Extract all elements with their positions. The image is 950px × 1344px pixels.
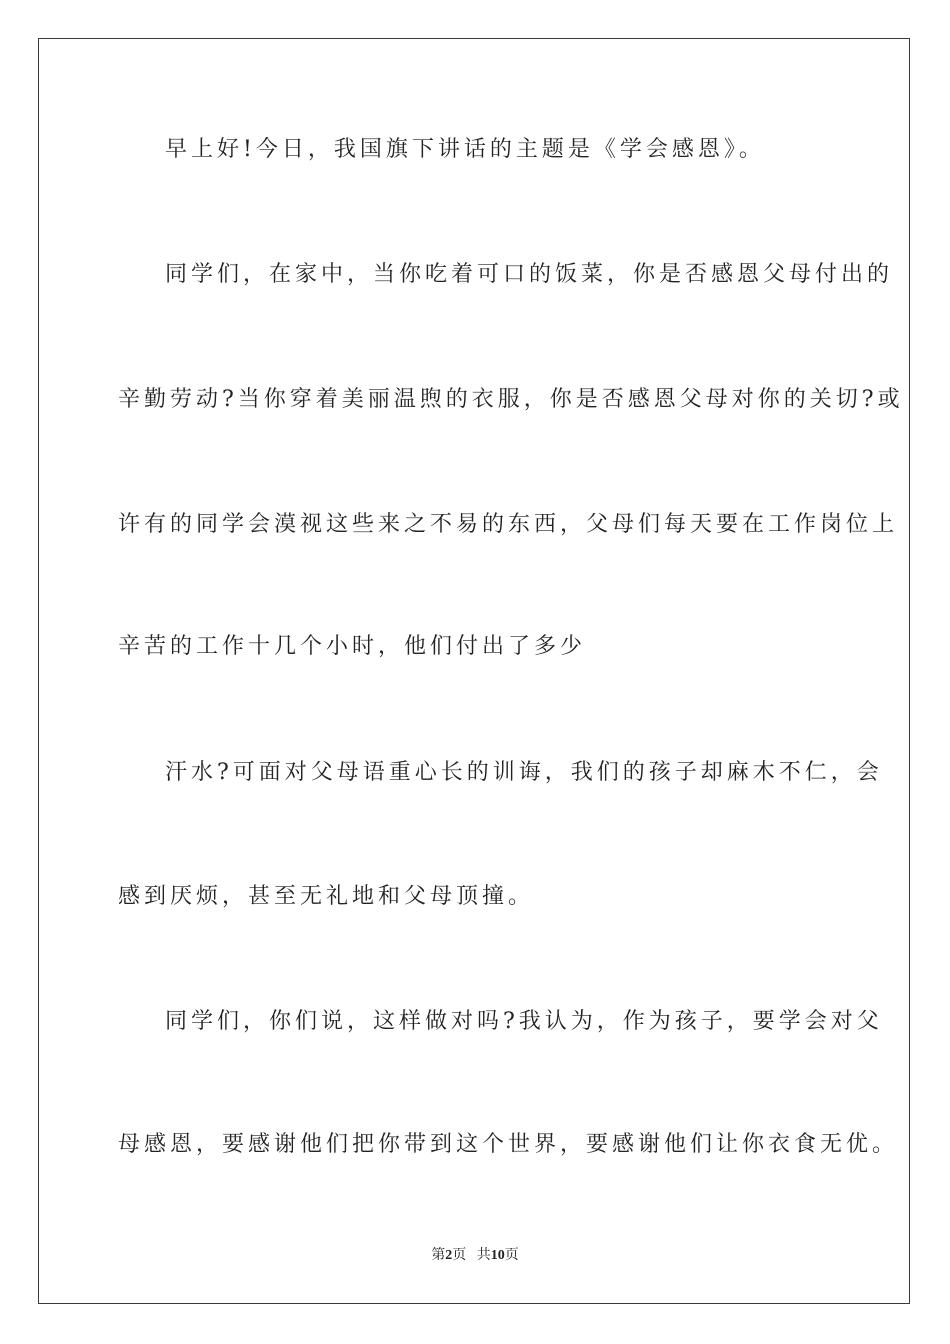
total-prefix: 共: [476, 1248, 491, 1263]
paragraph-line: 辛勤劳动?当你穿着美丽温煦的衣服，你是否感恩父母对你的关切?或: [118, 387, 904, 412]
page-border: [38, 38, 910, 1304]
page-prefix: 第: [431, 1248, 446, 1263]
paragraph-line: 辛苦的工作十几个小时，他们付出了多少: [118, 634, 587, 659]
paragraph-line: 感到厌烦，甚至无礼地和父母顶撞。: [118, 884, 535, 909]
total-suffix: 页: [504, 1248, 519, 1263]
paragraph-line: 同学们，你们说，这样做对吗?我认为，作为孩子，要学会对父: [165, 1009, 883, 1034]
page-number: 2: [445, 1248, 453, 1263]
paragraph-line: 同学们，在家中，当你吃着可口的饭菜，你是否感恩父母付出的: [165, 262, 894, 287]
page-suffix: 页: [452, 1248, 467, 1263]
paragraph-line: 早上好!今日，我国旗下讲话的主题是《学会感恩》。: [165, 137, 765, 162]
page-footer: [0, 1247, 950, 1265]
paragraph-line: 汗水?可面对父母语重心长的训诲，我们的孩子却麻木不仁，会: [165, 760, 883, 785]
paragraph-line: 许有的同学会漠视这些来之不易的东西，父母们每天要在工作岗位上: [118, 512, 899, 537]
paragraph-line: 母感恩，要感谢他们把你带到这个世界，要感谢他们让你衣食无优。: [118, 1132, 899, 1157]
total-pages: 10: [490, 1248, 505, 1263]
